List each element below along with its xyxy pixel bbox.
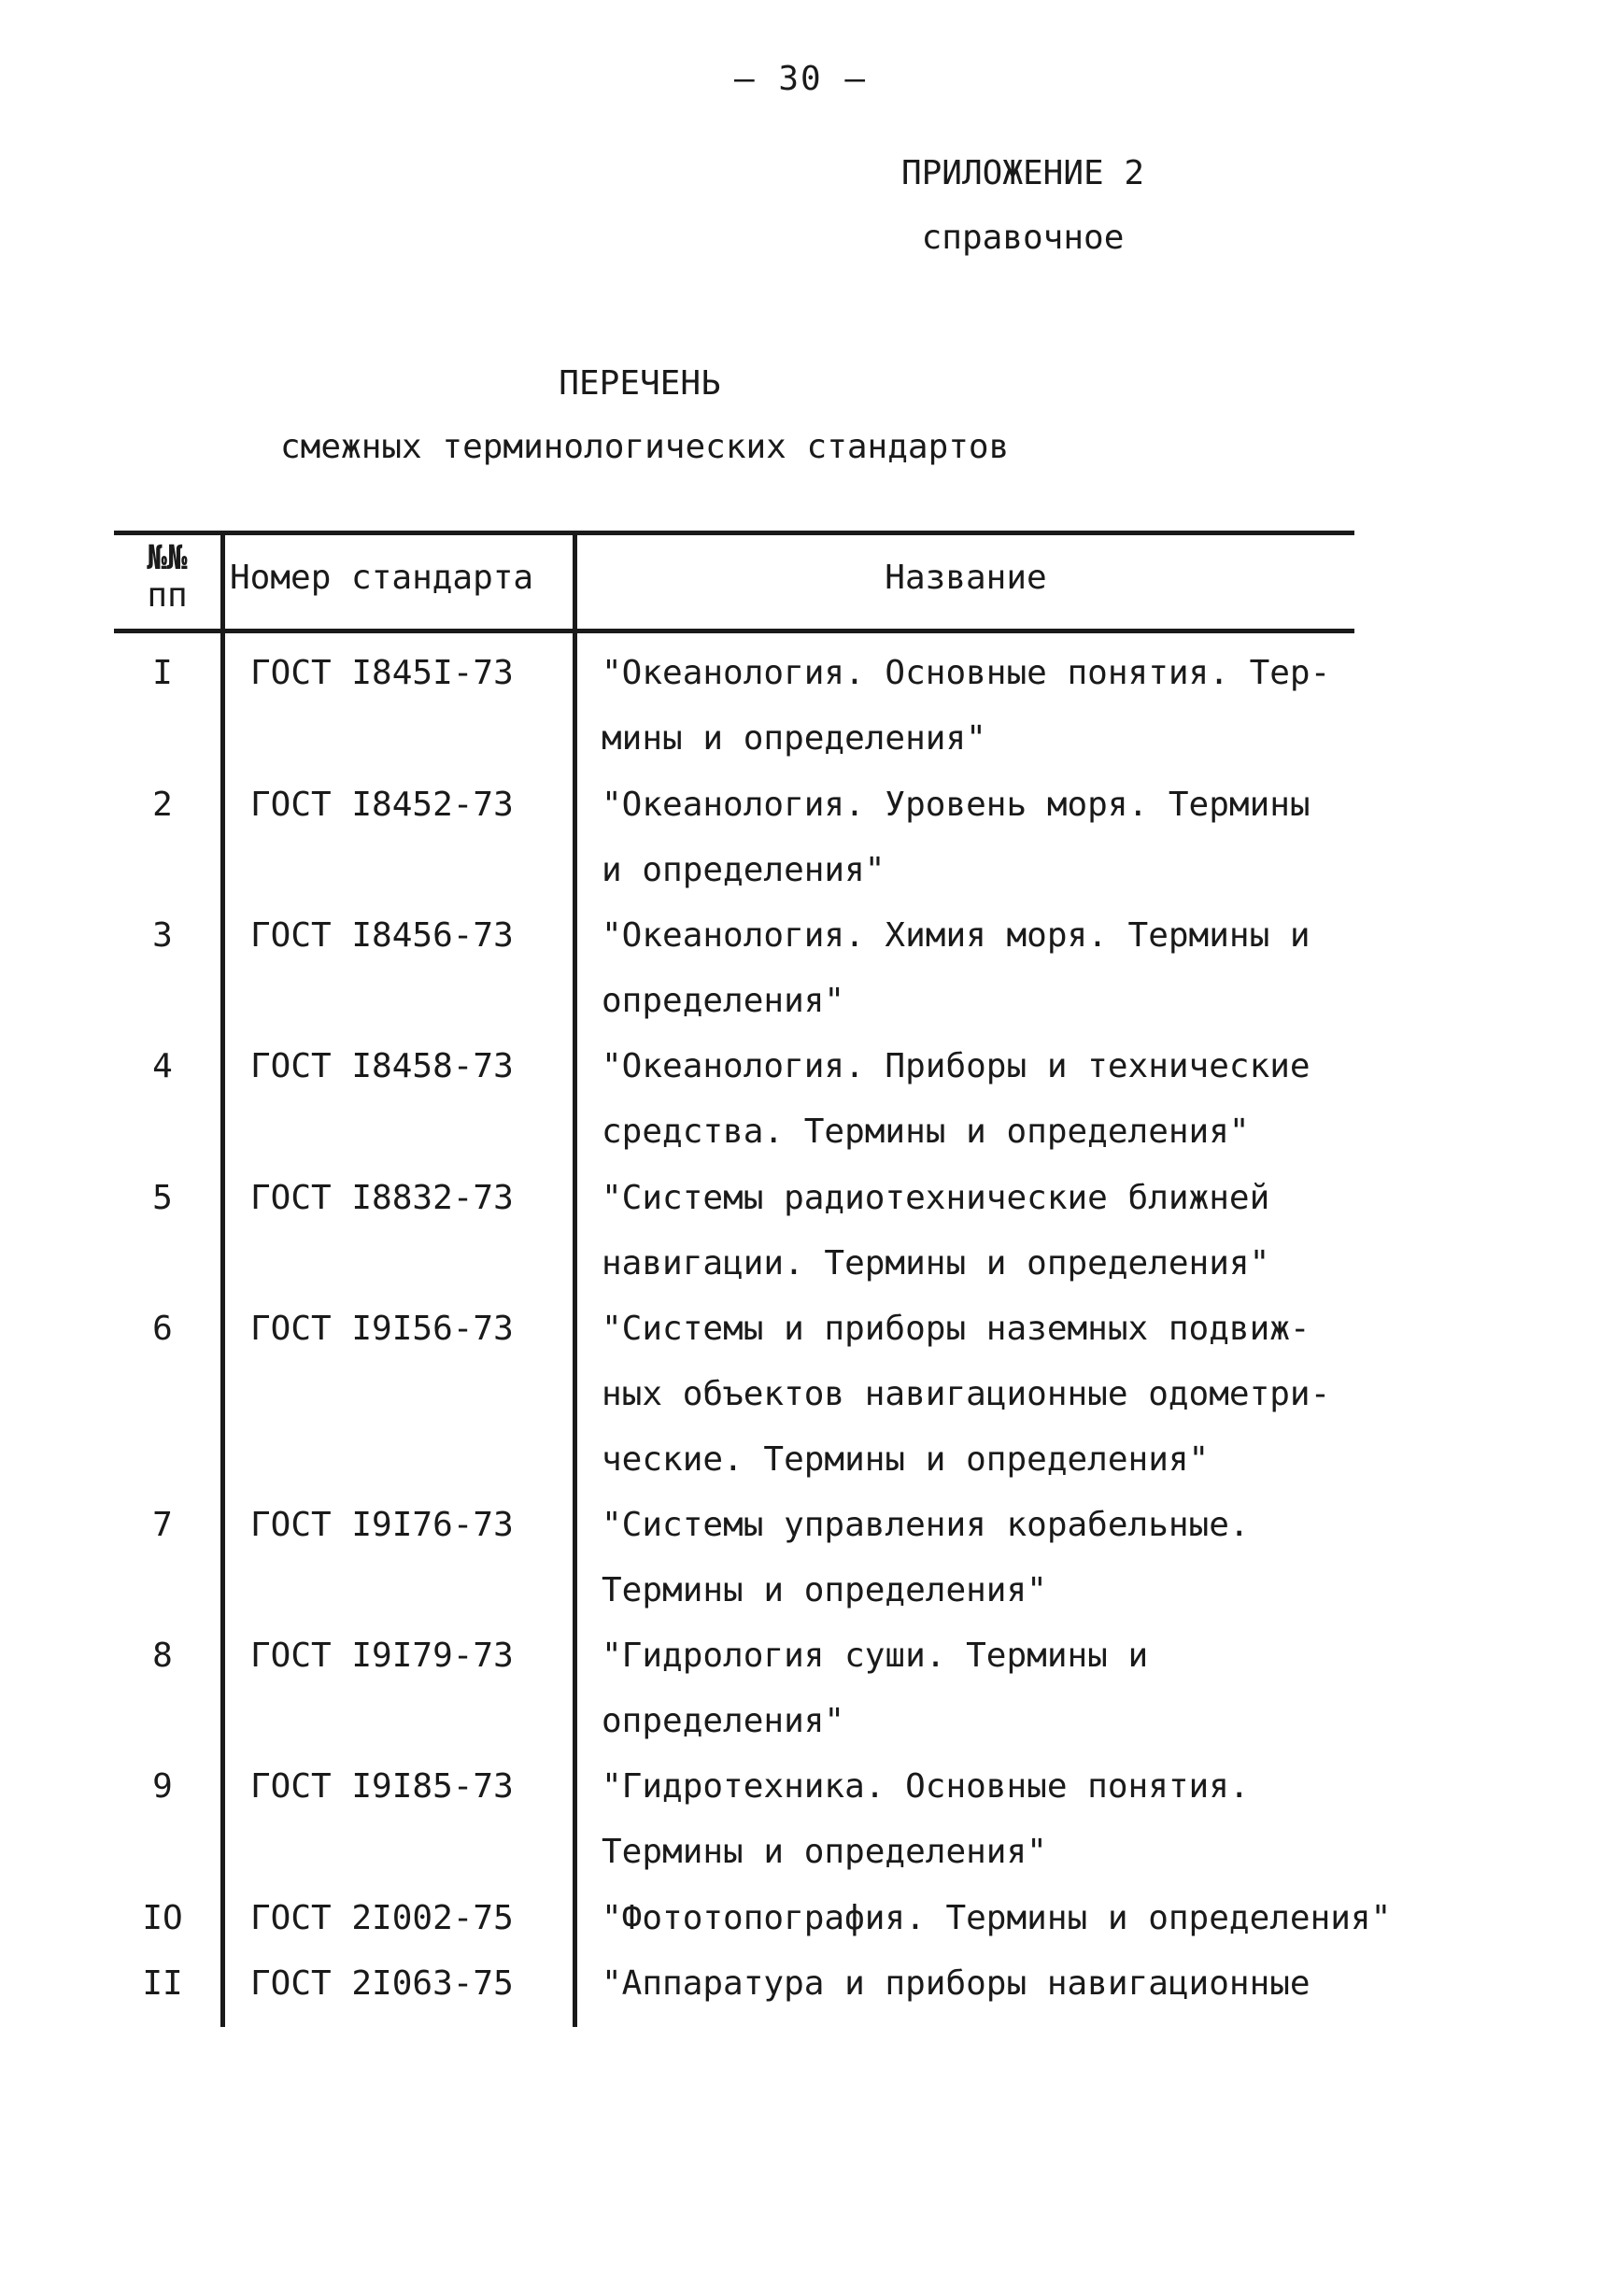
- row-name-line: ных объектов навигационные одометри-: [602, 1375, 1331, 1413]
- table-header-rule: [114, 629, 1354, 633]
- row-name-line: "Аппаратура и приборы навигационные: [602, 1964, 1311, 2003]
- row-name-line: "Системы и приборы наземных подвиж-: [602, 1310, 1311, 1348]
- row-number: 8: [152, 1637, 173, 1675]
- table-top-rule: [114, 531, 1354, 535]
- row-name-line: средства. Термины и определения": [602, 1113, 1250, 1151]
- row-name: [602, 1886, 1391, 1951]
- row-name: [602, 1297, 1330, 1493]
- row-name-line: "Гидротехника. Основные понятия.: [602, 1767, 1250, 1806]
- row-number: 3: [152, 916, 173, 955]
- row-name-line: "Океанология. Химия моря. Термины и: [602, 916, 1311, 955]
- row-name-line: "Океанология. Основные понятия. Тер-: [602, 654, 1331, 692]
- row-name: [602, 641, 1330, 772]
- row-number: IO: [142, 1899, 183, 1937]
- row-name-line: Термины и определения": [602, 1571, 1047, 1609]
- row-name: [602, 1754, 1250, 1885]
- row-standard: ГОСТ I8456-73: [250, 916, 514, 955]
- column-divider-1: [220, 532, 225, 2027]
- row-number: II: [142, 1964, 183, 2003]
- row-name: [602, 1951, 1311, 2017]
- row-standard: ГОСТ I8452-73: [250, 786, 514, 824]
- row-name-line: навигации. Термины и определения": [602, 1244, 1270, 1283]
- appendix-title: ПРИЛОЖЕНИЕ 2: [900, 154, 1145, 192]
- row-name-line: Термины и определения": [602, 1833, 1047, 1871]
- row-name-line: "Системы радиотехнические ближней: [602, 1179, 1270, 1217]
- column-divider-2: [573, 532, 577, 2027]
- row-name: [602, 1034, 1311, 1165]
- row-name-line: "Фототопография. Термины и определения": [602, 1899, 1392, 1937]
- row-name: [602, 1493, 1250, 1623]
- row-name: [602, 1623, 1148, 1754]
- row-name-line: "Океанология. Приборы и технические: [602, 1047, 1311, 1085]
- row-name: [602, 903, 1311, 1034]
- list-title: ПЕРЕЧЕНЬ: [559, 364, 721, 403]
- row-name: [602, 772, 1311, 903]
- appendix-subtitle: справочное: [921, 219, 1125, 257]
- row-number: 6: [152, 1310, 173, 1348]
- row-standard: ГОСТ I845I-73: [250, 654, 514, 692]
- page-number: – 30 –: [733, 60, 868, 98]
- row-name: [602, 1166, 1269, 1297]
- row-standard: ГОСТ 2I063-75: [250, 1964, 514, 2003]
- row-number: 7: [152, 1506, 173, 1544]
- header-number: [114, 540, 220, 615]
- row-number: I: [152, 654, 173, 692]
- row-standard: ГОСТ I9I85-73: [250, 1767, 514, 1806]
- header-standard: Номер стандарта: [230, 559, 534, 597]
- row-name-line: "Гидрология суши. Термины и: [602, 1637, 1149, 1675]
- row-standard: ГОСТ I9I76-73: [250, 1506, 514, 1544]
- header-number-line1: №№: [147, 539, 188, 577]
- row-standard: ГОСТ I9I79-73: [250, 1637, 514, 1675]
- row-name-line: определения": [602, 1702, 845, 1740]
- row-number: 4: [152, 1047, 173, 1085]
- list-subtitle: смежных терминологических стандартов: [280, 428, 1010, 466]
- row-name-line: "Океанология. Уровень моря. Термины: [602, 786, 1311, 824]
- row-number: 9: [152, 1767, 173, 1806]
- row-standard: ГОСТ 2I002-75: [250, 1899, 514, 1937]
- row-number: 2: [152, 786, 173, 824]
- row-name-line: определения": [602, 982, 845, 1020]
- row-standard: ГОСТ I8458-73: [250, 1047, 514, 1085]
- row-standard: ГОСТ I9I56-73: [250, 1310, 514, 1348]
- row-name-line: и определения": [602, 851, 886, 889]
- header-name: Название: [885, 559, 1047, 597]
- row-number: 5: [152, 1179, 173, 1217]
- row-name-line: "Системы управления корабельные.: [602, 1506, 1250, 1544]
- row-name-line: ческие. Термины и определения": [602, 1440, 1210, 1479]
- row-name-line: мины и определения": [602, 719, 986, 758]
- row-standard: ГОСТ I8832-73: [250, 1179, 514, 1217]
- header-number-line2: пп: [147, 576, 188, 615]
